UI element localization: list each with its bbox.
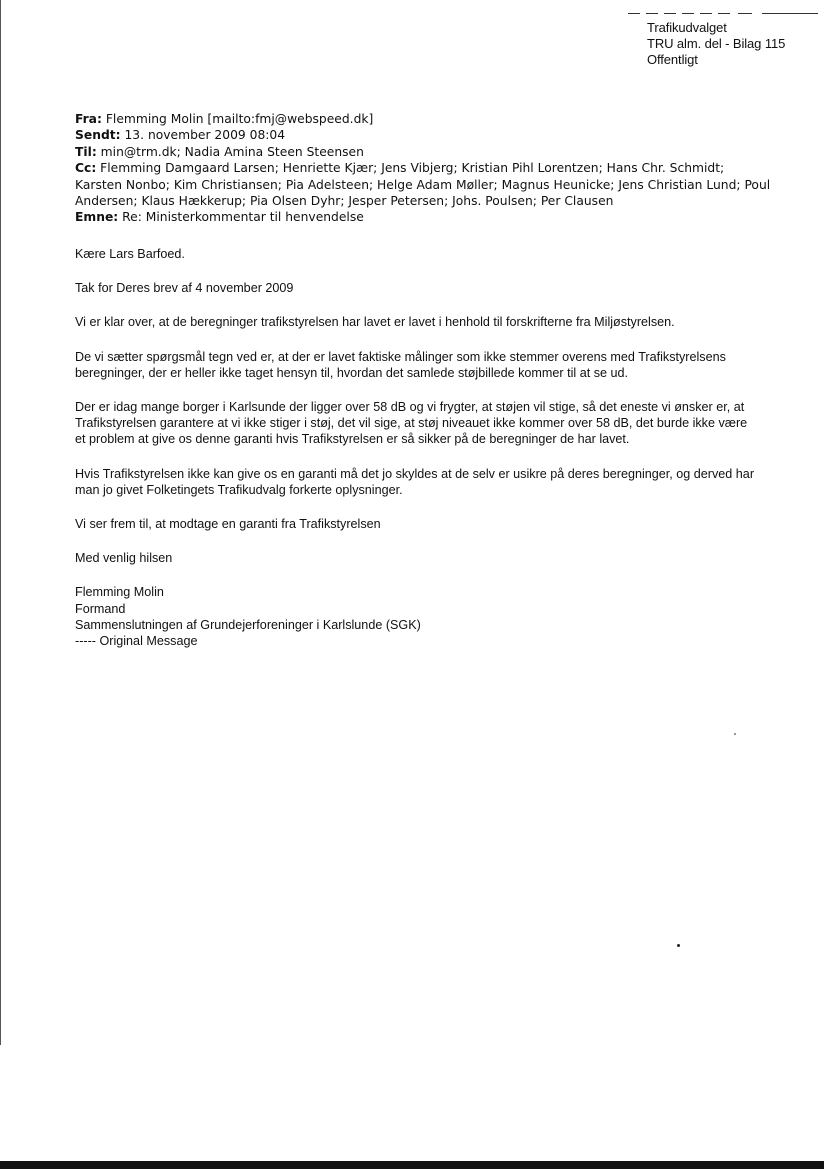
stamp-committee: Trafikudvalget [647, 20, 727, 35]
to-label: Til: [75, 144, 97, 159]
scan-speck [677, 944, 680, 947]
stamp-dashed-rule [628, 13, 818, 15]
email-subject-row [75, 209, 775, 225]
email-to-row [75, 144, 775, 160]
scan-edge-left [0, 0, 1, 1045]
cc-label: Cc: [75, 161, 97, 176]
email-sent-row [75, 127, 775, 143]
email-from-row [75, 111, 775, 127]
closing: Med venlig hilsen [75, 551, 173, 566]
email-cc-row [75, 160, 775, 209]
signature-block [75, 584, 755, 649]
subject-value: Re: Ministerkommentar til henvendelse [122, 210, 364, 225]
body-paragraph-2: Vi er klar over, at de beregninger trafikstyrelsen har lavet er lavet i henhold til forskrifterne fra Miljøstyrelsen. [75, 315, 675, 330]
body-paragraph-3: De vi sætter spørgsmål tegn ved er, at der er lavet faktiske målinger som ikke stemmer overens med Trafikstyrelsens beregninger, der er heller ikke taget hensyn til, hvordan det samlede støjbillede kommer til at se ud. [75, 349, 726, 380]
signature-organization: Sammenslutningen af Grundejerforeninger i Karlslunde (SGK) [75, 617, 421, 632]
stamp-reference: TRU alm. del - Bilag 115 [647, 36, 786, 51]
sent-value: 13. november 2009 08:04 [124, 128, 286, 143]
email-body [75, 246, 755, 649]
cc-value: Flemming Damgaard Larsen; Henriette Kjær; Jens Vibjerg; Kristian Pihl Lorentzen; Hans Chr. Schmidt; Karsten Nonbo; Kim Christiansen; Pia Adelsteen; Helge Adam Møller; Magnus Heunicke; Jens Christian Lund; Poul Andersen; Klaus Hækkerup; Pia Olsen Dyhr; Jesper Petersen; Johs. Poulsen; Per Clausen [75, 161, 771, 209]
from-label: Fra: [75, 112, 102, 126]
to-value: min@trm.dk; Nadia Amina Steen Steensen [100, 144, 364, 159]
from-value: Flemming Molin [mailto:fmj@webspeed.dk] [105, 112, 374, 126]
scan-edge-bottom [0, 1161, 824, 1169]
sent-label: Sendt: [75, 128, 121, 143]
scan-speck [734, 733, 736, 735]
email-header [75, 111, 775, 226]
body-paragraph-6: Vi ser frem til, at modtage en garanti fra Trafikstyrelsen [75, 517, 381, 532]
body-paragraph-4: Der er idag mange borger i Karlsunde der ligger over 58 dB og vi frygter, at støjen vil stige, så det eneste vi ønsker er, at Trafikstyrelsen garantere at vi ikke stiger i støj, det vil sige, at støj niveauet ikke kommer over 58 dB, det burde ikke være et problem at give os denne garanti hvis Trafikstyrelsen er så sikker på de beregninger de har lavet. [75, 400, 748, 447]
original-message-separator: ----- Original Message [75, 634, 198, 649]
stamp-status: Offentligt [647, 52, 698, 67]
body-paragraph-5: Hvis Trafikstyrelsen ikke kan give os en garanti må det jo skyldes at de selv er usikre på deres beregninger, og derved har man jo givet Folketingets Trafikudvalg forkerte oplysninger. [75, 466, 755, 497]
body-paragraph-1: Tak for Deres brev af 4 november 2009 [75, 281, 294, 296]
signature-name: Flemming Molin [75, 585, 164, 600]
subject-label: Emne: [75, 210, 119, 225]
registry-stamp [647, 20, 785, 68]
greeting: Kære Lars Barfoed. [75, 247, 185, 261]
signature-title: Formand [75, 601, 126, 616]
